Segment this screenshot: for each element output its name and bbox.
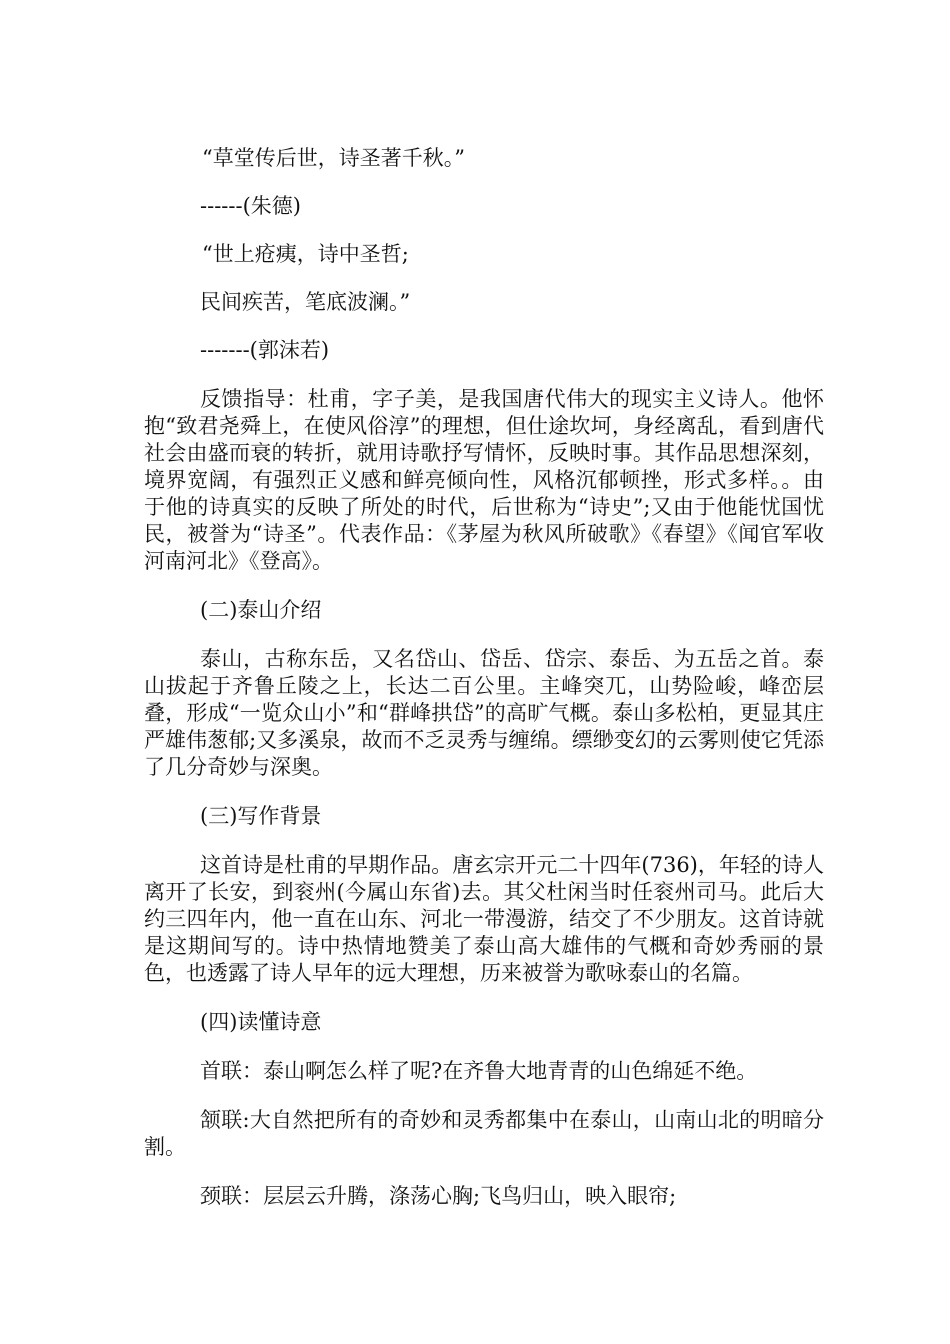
body-paragraph: 颔联:大自然把所有的奇妙和灵秀都集中在泰山，山南山北的明暗分割。 <box>144 1108 824 1159</box>
quote-line: “草堂传后世，诗圣著千秋。” <box>202 146 465 170</box>
quote-attribution: ------(朱德) <box>200 194 301 218</box>
section-heading: (四)读懂诗意 <box>200 1010 322 1034</box>
section-heading: (二)泰山介绍 <box>200 598 322 622</box>
body-paragraph: 反馈指导：杜甫，字子美，是我国唐代伟大的现实主义诗人。他怀抱“致君尧舜上，在使风俗淳”的理想，但仕途坎坷，身经离乱，看到唐代社会由盛而衰的转折，就用诗歌抒写情怀，反映时事。其作品思想深刻，境界宽阔，有强烈正义感和鲜亮倾向性，风格沉郁顿挫，形式多样。。由于他的诗真实的反映了所处的时代，后世称为“诗史”;又由于他能忧国忧民，被誉为“诗圣”。代表作品：《茅屋为秋风所破歌》《春望》《闻官军收河南河北》《登高》。 <box>144 387 824 573</box>
body-paragraph: 泰山，古称东岳，又名岱山、岱岳、岱宗、泰岳、为五岳之首。泰山拔起于齐鲁丘陵之上，长达二百公里。主峰突兀，山势险峻，峰峦层叠，形成“一览众山小”和“群峰拱岱”的高旷气概。泰山多松柏，更显其庄严雄伟葱郁;又多溪泉，故而不乏灵秀与缠绵。缥缈变幻的云雾则使它凭添了几分奇妙与深奥。 <box>144 647 824 779</box>
quote-line: 民间疾苦，笔底波澜。” <box>200 290 411 314</box>
section-heading: (三)写作背景 <box>200 804 322 828</box>
body-paragraph: 首联：泰山啊怎么样了呢?在齐鲁大地青青的山色绵延不绝。 <box>200 1059 758 1083</box>
quote-attribution: -------(郭沫若) <box>200 338 330 362</box>
body-paragraph: 颈联：层层云升腾，涤荡心胸;飞鸟归山，映入眼帘; <box>200 1184 677 1208</box>
document-page <box>144 145 824 1210</box>
body-paragraph: 这首诗是杜甫的早期作品。唐玄宗开元二十四年(736)，年轻的诗人离开了长安，到衮州(今属山东省)去。其父杜闲当时任衮州司马。此后大约三四年内，他一直在山东、河北一带漫游，结交了不少朋友。这首诗就是这期间写的。诗中热情地赞美了泰山高大雄伟的气概和奇妙秀丽的景色，也透露了诗人早年的远大理想，历来被誉为歌咏泰山的名篇。 <box>144 853 824 985</box>
quote-line: “世上疮痍，诗中圣哲; <box>202 242 409 266</box>
